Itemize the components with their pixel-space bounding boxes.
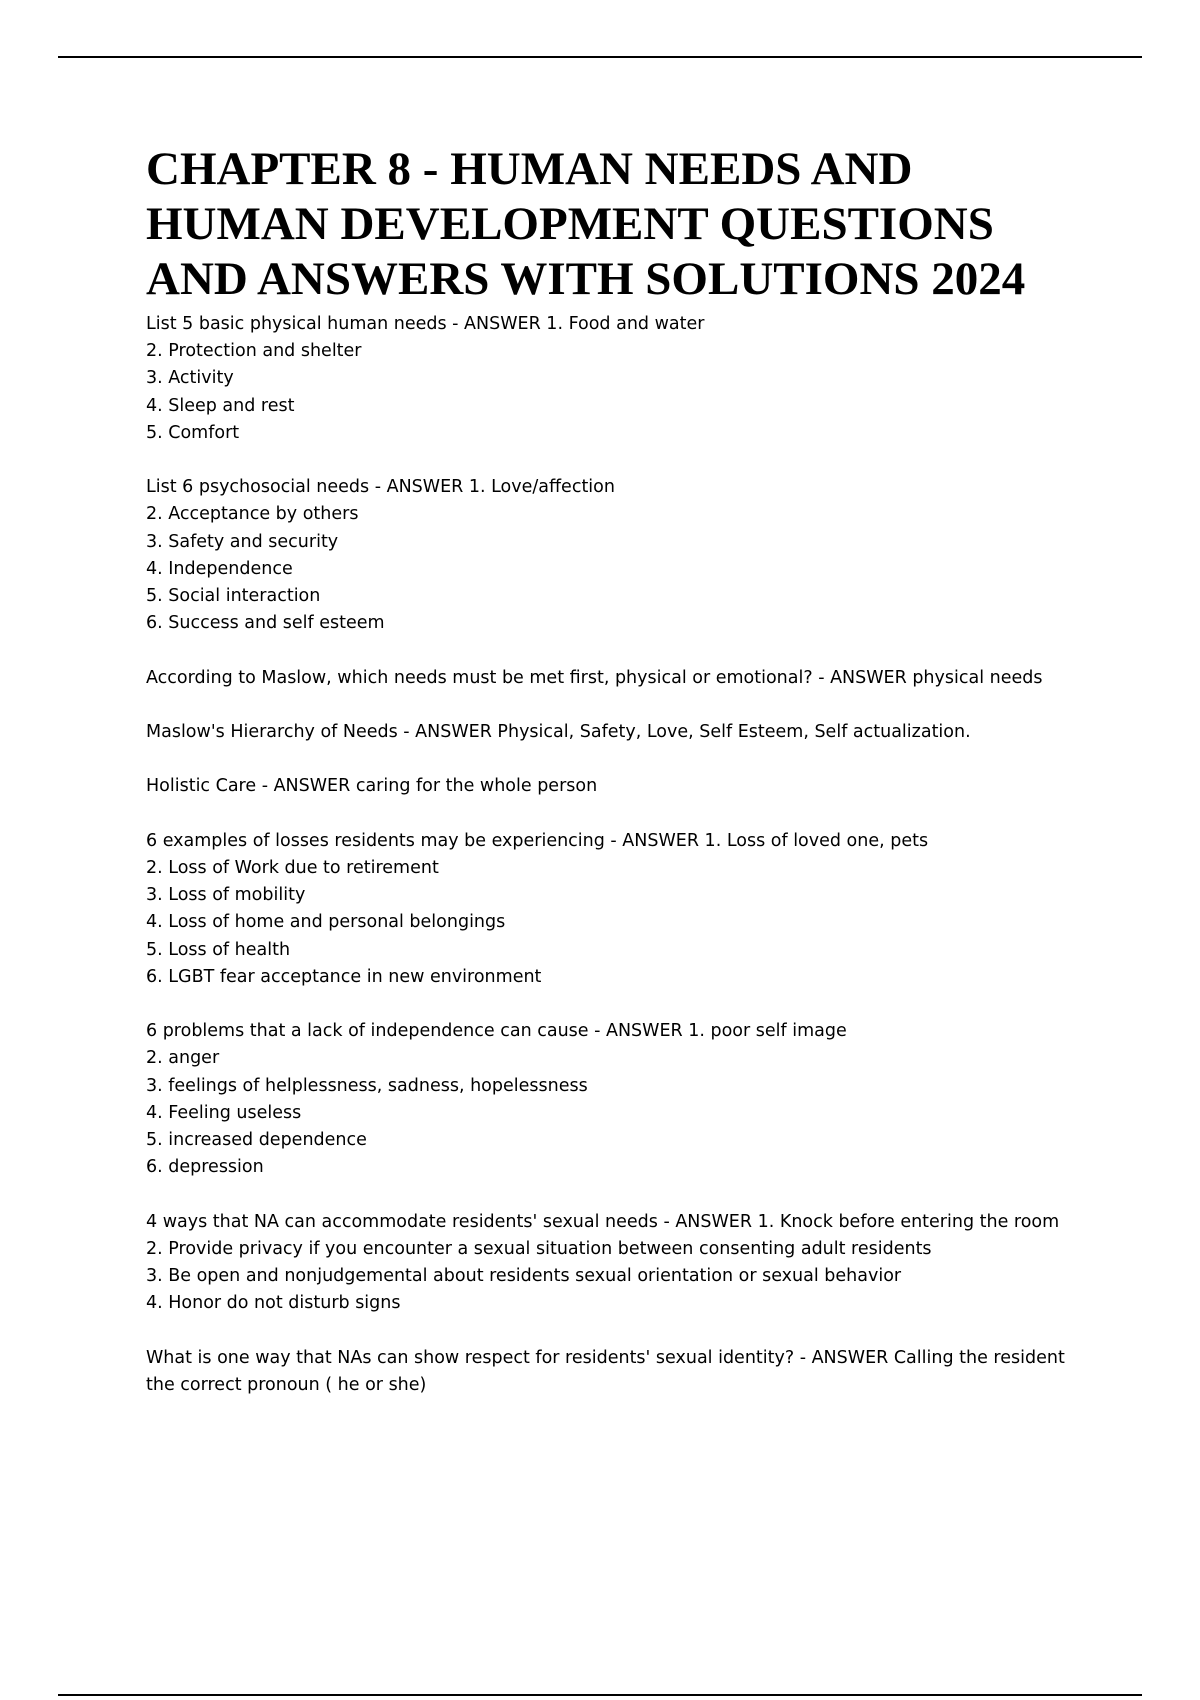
qa-line: What is one way that NAs can show respect for residents' sexual identity? - ANSWER Calling the resident [146, 1347, 1065, 1368]
title-line: CHAPTER 8 - HUMAN NEEDS AND [146, 143, 913, 195]
qa-line: List 5 basic physical human needs - ANSWER 1. Food and water [146, 314, 705, 334]
qa-line: According to Maslow, which needs must be met first, physical or emotional? - ANSWER physical needs [146, 667, 1043, 688]
qa-line: 3. Loss of mobility [146, 885, 306, 906]
qa-line: 6. Success and self esteem [146, 613, 385, 634]
qa-line: Holistic Care - ANSWER caring for the whole person [146, 776, 598, 797]
qa-line: 3. Activity [146, 368, 234, 389]
qa-line: 3. Be open and nonjudgemental about residents sexual orientation or sexual behavior [146, 1266, 902, 1286]
qa-line: 5. Comfort [146, 422, 240, 443]
document-body [146, 142, 1106, 1426]
qa-line: Maslow's Hierarchy of Needs - ANSWER Physical, Safety, Love, Self Esteem, Self actualization. [146, 722, 971, 742]
qa-item [146, 474, 1106, 637]
qa-line: 5. Loss of health [146, 939, 291, 960]
qa-line: 5. increased dependence [146, 1130, 367, 1150]
qa-item [146, 1018, 1106, 1181]
qa-line: 2. Loss of Work due to retirement [146, 857, 439, 878]
qa-line: 6. depression [146, 1157, 264, 1178]
qa-line: 6. LGBT fear acceptance in new environment [146, 966, 542, 987]
qa-line: 2. Provide privacy if you encounter a sexual situation between consenting adult residents [146, 1238, 932, 1259]
qa-line: 4. Loss of home and personal belongings [146, 912, 506, 933]
qa-item [146, 828, 1106, 991]
qa-line: 2. Acceptance by others [146, 504, 359, 525]
qa-line: 4 ways that NA can accommodate residents' sexual needs - ANSWER 1. Knock before entering the room [146, 1211, 1060, 1232]
top-divider [58, 56, 1142, 58]
qa-line: 5. Social interaction [146, 586, 321, 607]
bottom-divider [58, 1694, 1142, 1696]
qa-item [146, 1209, 1106, 1318]
qa-line: List 6 psychosocial needs - ANSWER 1. Love/affection [146, 477, 615, 498]
qa-item [146, 719, 1106, 746]
qa-line: 4. Independence [146, 558, 293, 579]
qa-line: 6 problems that a lack of independence can cause - ANSWER 1. poor self image [146, 1021, 847, 1042]
title-line: AND ANSWERS WITH SOLUTIONS 2024 [146, 253, 1026, 305]
title-line: HUMAN DEVELOPMENT QUESTIONS [146, 198, 994, 250]
qa-line: 6 examples of losses residents may be experiencing - ANSWER 1. Loss of loved one, pets [146, 830, 929, 851]
qa-item [146, 1345, 1106, 1399]
qa-line: 4. Honor do not disturb signs [146, 1293, 401, 1314]
qa-item [146, 773, 1106, 800]
qa-line: 3. feelings of helplessness, sadness, hopelessness [146, 1075, 588, 1096]
qa-line: 3. Safety and security [146, 531, 339, 552]
qa-line: 4. Feeling useless [146, 1102, 302, 1123]
qa-line: the correct pronoun ( he or she) [146, 1374, 427, 1395]
qa-item [146, 311, 1106, 447]
qa-line: 2. anger [146, 1048, 220, 1069]
qa-line: 4. Sleep and rest [146, 395, 295, 416]
qa-list [146, 311, 1106, 1399]
qa-item [146, 665, 1106, 692]
qa-line: 2. Protection and shelter [146, 341, 362, 362]
document-title [146, 142, 1106, 307]
